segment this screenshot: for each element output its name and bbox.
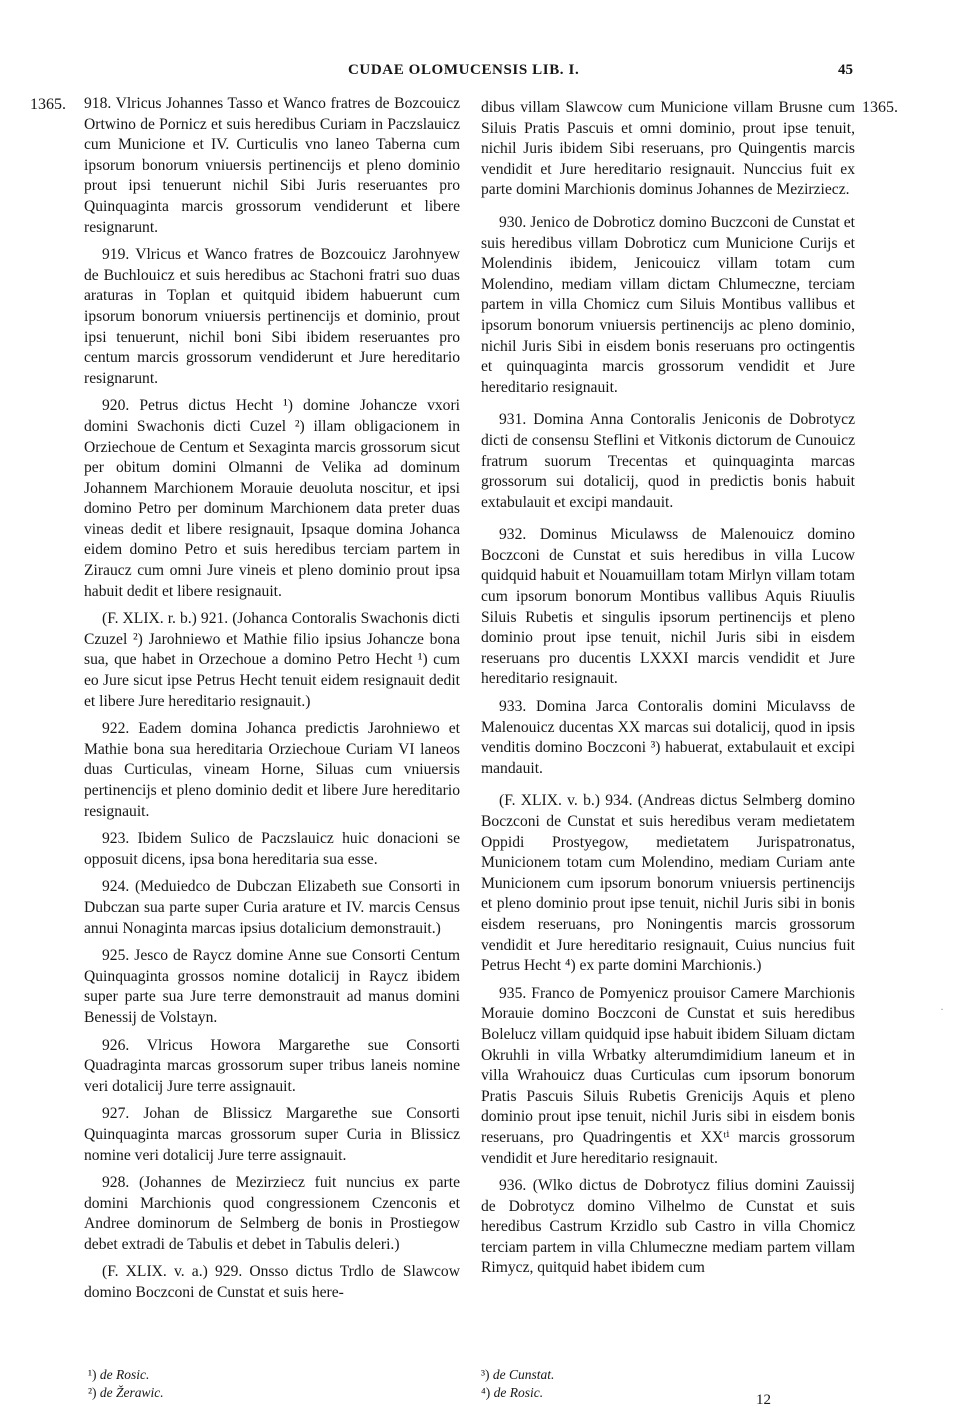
entry-927: 927. Johan de Blissicz Margarethe sue Consorti Quinquaginta marcas grossorum super Curia in Blissicz nomine veri dotalicij Jure terre assignauit. [84, 1105, 460, 1164]
entry-924: 924. (Meduiedco de Dubczan Elizabeth sue Consorti in Dubczan sua parte super Curia arature et IV. marcis Census annui Nonaginta marcas ipsius dotalicium demonstrauit.) [84, 878, 460, 937]
running-title: CUDAE OLOMUCENSIS LIB. I. [348, 62, 580, 78]
footnote-text: de Žerawic. [99, 1385, 164, 1400]
footnotes-right [481, 1366, 554, 1402]
entry-930: 930. Jenico de Dobroticz domino Buczconi de Cunstat et suis heredibus villam Dobroticz cum Municione Curijs et Molendinis ibidem, Jenicouicz villam totam cum Molendino, mediam villam dictam Chlumeczne, terciam partem in villa Chomicz cum Siluis Montibus vallibus et ipsorum bonorum vniuersis pertinencijs ac pleno dominio, nichil Juris Sibi in eisdem bonis reseruans pro octingentis et quinquaginta marcis grossorum vendidit et Jure hereditario resignauit. [481, 213, 855, 396]
footnote-mark: ¹) [88, 1367, 97, 1382]
entry-922: 922. Eadem domina Johanca predictis Jarohniewo et Mathie bona sua hereditaria Orziechoue Curiam VI laneos duas Curticulas, vineam Horne, Siluas cum vniuersis pertinencijs et pleno dominio dedit et libere Jure hereditario resignauit. [84, 720, 460, 820]
entry-926: 926. Vlricus Howora Margarethe sue Consorti Quadraginta marcas grossorum super tribus laneis nomine veri dotalicij Jure terre assignauit. [84, 1036, 460, 1095]
page-header [0, 62, 960, 84]
entry-932: 932. Dominus Miculawss de Malenouicz domino Boczconi de Cunstat et suis heredibus in villa Lucow quidquid habuit et Nouamuillam totam Mirlyn villam totam cum ipsorum bonorum Montibus vallibus Aquis Riuulis Siluis Rubetis et singulis ipsorum pertinencijs et pleno dominio prout ipse tenuit, nichil Juris sibi in eisdem reseruans pro ducentis LXXXI marcis vendidit et Jure hereditario resignauit. [481, 526, 855, 688]
entry-929-continued: dibus villam Slawcow cum Municione villam Brusne cum Siluis Pratis Pascuis et omni dominio, prout ipse tenuit, nichil Juris ibidem Sibi reseruans, pro Quingentis marcis vendidit et Jure hereditario resignauit. Nunccius fuit ex parte domini Marchionis dominus Johannes de Mezirziecz. [481, 99, 855, 199]
entry-928: 928. (Johannes de Mezirziecz fuit nuncius ex parte domini Marchionis quod congressionem Czenconis et Andree dominorum de Selmberg de bonis in Prostiegow debet extradi de Tabulis et debet in Tabulis deleri.) [84, 1174, 460, 1253]
entry-929: (F. XLIX. v. a.) 929. Onsso dictus Trdlo de Slawcow domino Boczconi de Cunstat et suis here- [84, 1263, 460, 1302]
footnote-4 [481, 1384, 554, 1402]
margin-year-left: 1365. [30, 96, 66, 113]
signature-mark: 12 [756, 1392, 771, 1408]
entry-919: 919. Vlricus et Wanco fratres de Bozcouicz Jarohnyew de Buchlouicz et suis heredibus ac Stachoni fratri suo duas araturas in Toplan et quitquid ibidem habuerunt cum ipsorum bonorum vniuersis pertinencijs et dominio, prout ipsi tenuerunt, nichil boni Sibi ibidem reseruantes pro centum marcis grossorum vendiderunt et Jure hereditario resignarunt. [84, 246, 460, 387]
footnote-text: de Rosic. [493, 1385, 544, 1400]
entry-936: 936. (Wlko dictus de Dobrotycz filius domini Zauissij de Dobrotycz domino Vilhelmo de Cunstat et suis heredibus Castrum Krzidlo sub Castro in villa Chomicz terciam partem in villa Chlumeczne mediam partem villam Rimycz, quitquid habet ibidem cum [481, 1177, 855, 1277]
footnote-text: de Rosic. [99, 1367, 150, 1382]
footnote-mark: ⁴) [481, 1385, 491, 1400]
footnote-1 [88, 1366, 164, 1384]
entry-925: 925. Jesco de Raycz domine Anne sue Consorti Centum Quinquaginta grossos nomine dotalicij in Raycz ibidem super parte sua Jure terre demonstrauit ad manus domini Benessij de Volstayn. [84, 947, 460, 1026]
ink-speck: · [940, 1002, 944, 1016]
entry-920: 920. Petrus dictus Hecht ¹) domine Johancze vxori domini Swachonis dicti Cuzel ²) illam obligacionem in Orziechoue de Centum et Sexaginta marcis grossorum sicut per obitum domini Olmanni de Velika ad dominum Johannem Marchionem Morauie deuoluta noscitur, et ipsi domino Petro per dominum Marchionem data preter duas vineas dedit et libere resignauit, Ipsaque domina Johanca eidem domino Petro et suis heredibus terciam partem in Ziraucz cum omni Jure vineis et pleno dominio prout ipsa habuit dedit et libere resignauit. [84, 397, 460, 600]
footnote-mark: ²) [88, 1385, 97, 1400]
entry-921: (F. XLIX. r. b.) 921. (Johanca Contoralis Swachonis dicti Czuzel ²) Jarohniewo et Mathie filio ipsius Johancze bona sua, que habet in Orzechoue a domino Petro Hecht ¹) cum eo Jure sicut ipse Petrus Hecht tenuit eidem resignauit dedit et libere Jure hereditario resignauit.) [84, 610, 460, 710]
entry-931: 931. Domina Anna Contoralis Jeniconis de Dobrotycz dicti de consensu Steflini et Vitkonis dictorum de Cunouicz fratrum suorum Trecentas et quinquaginta marcas grossorum sui dotalicij, quod in predictis bonis habuit extabulauit et excipi mandauit. [481, 411, 855, 511]
entry-918: 918. Vlricus Johannes Tasso et Wanco fratres de Bozcouicz Ortwino de Pornicz et suis heredibus Curiam in Paczslauicz cum Municione et IV. Curticulis vno laneo Taberna cum ipsorum bonorum vniuersis pertinencijs et pleno dominio prout ipsi tenuerunt nichil Sibi Juris reseruantes pro Quinquaginta marcis grossorum vendiderunt et libere resignarunt. [84, 95, 460, 236]
margin-year-right: 1365. [862, 99, 898, 116]
entry-933: 933. Domina Jarca Contoralis domini Miculavss de Malenouicz ducentas XX marcas sui dotalicij, quod in ipsis venditis domino Boczconi ³) habuerat, extabulauit et excipi mandauit. [481, 698, 855, 777]
footnote-2 [88, 1384, 164, 1402]
entry-935: 935. Franco de Pomyenicz prouisor Camere Marchionis Morauie domino Boczconi de Cunstat et suis heredibus Bolelucz villam quidquid ipse habuit ibidem Siluam dictam Okruhli in villa Wrbatky alterumdimidium laneum et in villa Wrahouicz duas Curticulas cum ipsorum bonorum Pratis Pascuis Siluis Rubetis Grenicijs Aquis et pleno dominio prout ipse tenuit, nichil Juris sibi in eisdem bonis reseruans, pro Quadringentis et XXᵗⁱ marcis grossorum vendidit et Jure hereditario resignauit. [481, 984, 855, 1167]
footnote-text: de Cunstat. [492, 1367, 555, 1382]
footnotes-left [88, 1366, 164, 1402]
page-number: 45 [838, 62, 853, 78]
footnote-mark: ³) [481, 1367, 490, 1382]
entry-934: (F. XLIX. v. b.) 934. (Andreas dictus Selmberg domino Boczconi de Cunstat et suis heredibus veram medietatem Oppidi Prostyegow, medietatem Jurispatronatus, Municionem totam cum Molendino, mediam Curiam ante Municionem cum ipsorum bonorum vniuersis pertinencijs et pleno dominio prout ipse tenuit, nichil Juris sibi in bonis eisdem reseruans, pro Noningentis marcis grossorum vendidit et Jure hereditario resignauit, Cuius nuncius fuit Petrus Hecht ⁴) ex parte domini Marchionis.) [481, 792, 855, 975]
footnote-3 [481, 1366, 554, 1384]
right-column [481, 98, 855, 1279]
entry-923: 923. Ibidem Sulico de Paczslauicz huic donacioni se opposuit dicens, ipsa bona hereditaria sua esse. [84, 830, 460, 868]
left-column [84, 94, 460, 1304]
